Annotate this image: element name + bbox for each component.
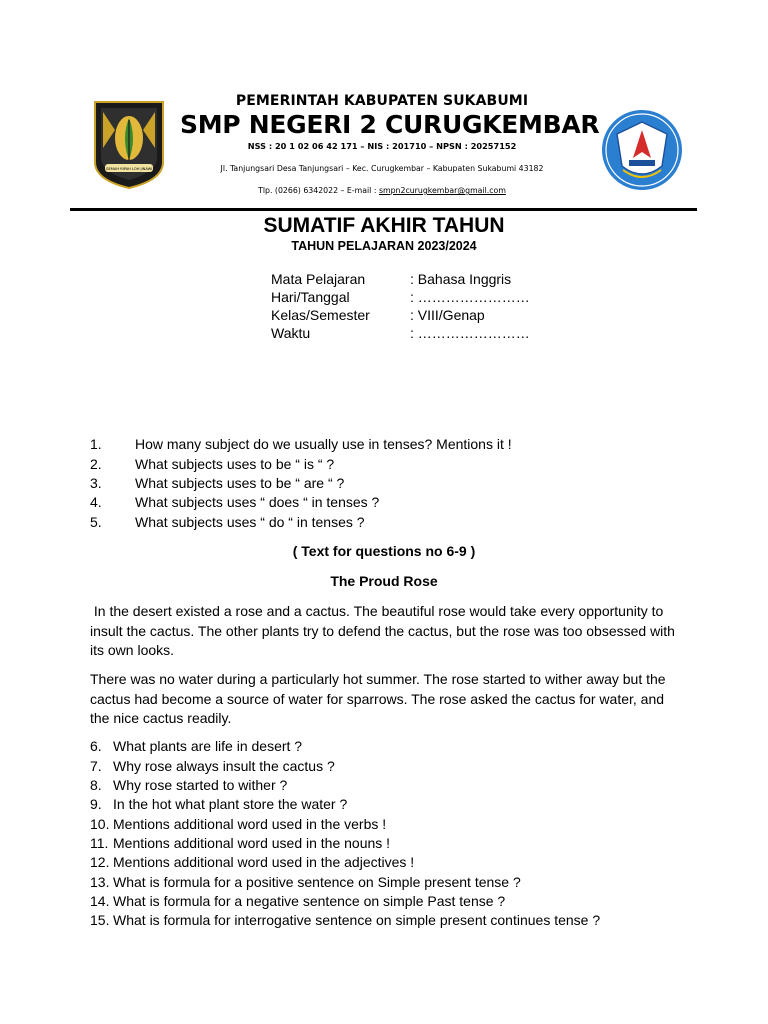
question-item xyxy=(0,738,768,756)
info-key: Kelas/Semester xyxy=(271,307,370,323)
question-number: 14. xyxy=(90,893,110,909)
exam-year: TAHUN PELAJARAN 2023/2024 xyxy=(291,239,477,253)
letterhead-divider xyxy=(70,208,697,211)
info-value: : Bahasa Inggris xyxy=(410,271,512,287)
text-reference-heading: ( Text for questions no 6-9 ) xyxy=(292,543,476,559)
info-key: Waktu xyxy=(271,325,311,341)
question-number: 9. xyxy=(90,796,102,812)
question-number: 1. xyxy=(90,436,102,452)
question-item xyxy=(0,514,768,532)
question-item xyxy=(0,436,768,454)
question-item xyxy=(0,854,768,872)
question-item xyxy=(0,874,768,892)
question-item xyxy=(0,816,768,834)
question-number: 5. xyxy=(90,514,102,530)
emblem-motto: GEMAH RIPAH LOH JINAWI xyxy=(105,167,153,171)
question-text: Why rose started to wither ? xyxy=(113,777,288,793)
question-number: 2. xyxy=(90,456,102,472)
question-number: 6. xyxy=(90,738,102,754)
school-contact xyxy=(180,186,584,195)
question-item xyxy=(0,456,768,474)
question-text: Mentions additional word used in the verbs ! xyxy=(113,816,387,832)
question-text: Mentions additional word used in the adjectives ! xyxy=(113,854,415,870)
government-name: PEMERINTAH KABUPATEN SUKABUMI xyxy=(235,93,529,109)
question-number: 11. xyxy=(90,835,109,851)
question-item xyxy=(0,777,768,795)
question-item xyxy=(0,475,768,493)
question-text: Why rose always insult the cactus ? xyxy=(113,758,335,774)
question-text: What plants are life in desert ? xyxy=(113,738,303,754)
question-item xyxy=(0,796,768,814)
question-item xyxy=(0,912,768,930)
question-text: What subjects uses to be “ is “ ? xyxy=(135,456,335,472)
question-number: 4. xyxy=(90,494,102,510)
info-value: : …………………… xyxy=(410,325,530,341)
paragraph-text: There was no water during a particularly hot summer. The rose started to wither away but the cactus had become a source of water for sparrows. The rose asked the cactus for water, and the nice cactus readily. xyxy=(90,671,666,726)
paragraph-text: In the desert existed a rose and a cactus. The beautiful rose would take every opportunity to insult the cactus. The other plants try to defend the cactus, but the rose was too obsessed with its own looks. xyxy=(90,603,679,658)
question-text: What subjects uses to be “ are “ ? xyxy=(135,475,345,491)
question-number: 7. xyxy=(90,758,102,774)
question-text: What is formula for a positive sentence on Simple present tense ? xyxy=(113,874,521,890)
info-value: : …………………… xyxy=(410,289,530,305)
question-number: 3. xyxy=(90,475,102,491)
email-link[interactable]: smpn2curugkembar@gmail.com xyxy=(378,186,506,195)
info-value: : VIII/Genap xyxy=(410,307,485,323)
question-number: 12. xyxy=(90,854,110,870)
question-number: 8. xyxy=(90,777,102,793)
question-text: What subjects uses “ does “ in tenses ? xyxy=(135,494,380,510)
question-number: 13. xyxy=(90,874,110,890)
question-item xyxy=(0,835,768,853)
school-ids: NSS : 20 1 02 06 42 171 – NIS : 201710 – NPSN : 20257152 xyxy=(247,141,517,151)
question-text: Mentions additional word used in the nouns ! xyxy=(113,835,391,851)
info-key: Hari/Tanggal xyxy=(271,289,350,305)
question-text: What is formula for a negative sentence on simple Past tense ? xyxy=(113,893,506,909)
question-item xyxy=(0,494,768,512)
question-item xyxy=(0,893,768,911)
regency-emblem-logo xyxy=(93,100,165,190)
school-emblem-logo xyxy=(601,108,683,192)
question-text: What is formula for interrogative sentence on simple present continues tense ? xyxy=(113,912,601,928)
phone-text: Tlp. (0266) 6342022 – E-mail : xyxy=(258,186,379,195)
question-text: What subjects uses “ do “ in tenses ? xyxy=(135,514,365,530)
exam-title: SUMATIF AKHIR TAHUN xyxy=(263,214,505,237)
question-text: In the hot what plant store the water ? xyxy=(113,796,348,812)
story-title: The Proud Rose xyxy=(330,573,438,589)
school-address: Jl. Tanjungsari Desa Tanjungsari – Kec. Curugkembar – Kabupaten Sukabumi 43182 xyxy=(220,164,544,173)
info-key: Mata Pelajaran xyxy=(271,271,366,287)
question-number: 15. xyxy=(90,912,110,928)
story-paragraph xyxy=(90,602,680,661)
question-text: How many subject do we usually use in tenses? Mentions it ! xyxy=(135,436,512,452)
school-name: SMP NEGERI 2 CURUGKEMBAR xyxy=(180,110,600,139)
story-paragraph xyxy=(90,670,680,729)
question-number: 10. xyxy=(90,816,110,832)
question-item xyxy=(0,758,768,776)
